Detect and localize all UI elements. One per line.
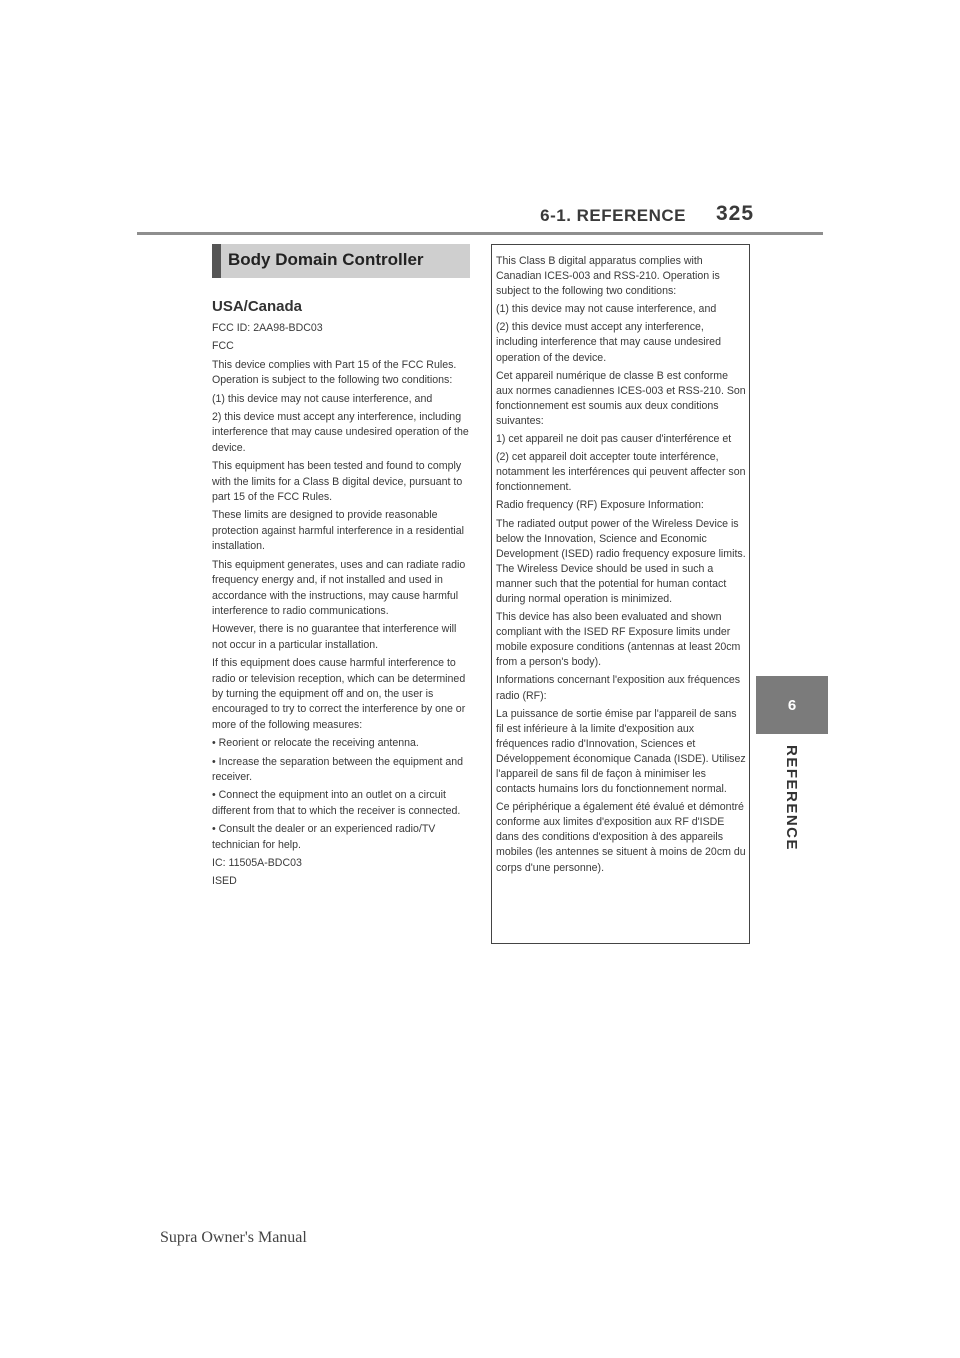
paragraph: However, there is no guarantee that interference will not occur in a particular installation. bbox=[212, 623, 457, 651]
paragraph: IC: 11505A-BDC03 bbox=[212, 857, 302, 869]
paragraph: Radio frequency (RF) Exposure Information: bbox=[496, 499, 704, 512]
chapter-label: REFERENCE bbox=[783, 745, 800, 852]
manual-footer: Supra Owner's Manual bbox=[160, 1229, 307, 1246]
header-rule bbox=[137, 232, 823, 235]
page-number: 325 bbox=[716, 202, 755, 225]
paragraph: This device complies with Part 15 of the FCC Rules. Operation is subject to the following two conditions: bbox=[212, 358, 457, 387]
paragraph: These limits are designed to provide reasonable protection against harmful interference in a residential installation. bbox=[212, 509, 465, 553]
topic-title: Body Domain Controller bbox=[228, 250, 424, 269]
chapter-number: 6 bbox=[787, 696, 797, 714]
paragraph: Ce périphérique a également été évalué et démontré conforme aux limites d'exposition aux RF d'ISDE dans des conditions d'exposition à des appareils mobiles (les antennes se situent à moins de 20cm du corps d'une personne). bbox=[496, 801, 746, 874]
paragraph: (1) this device may not cause interference, and bbox=[496, 303, 717, 316]
paragraph: This equipment generates, uses and can radiate radio frequency energy and, if not installed and used in accordance with the instructions, may cause harmful interference to radio communications. bbox=[212, 558, 466, 617]
paragraph: FCC bbox=[212, 340, 234, 353]
paragraph: This equipment has been tested and found to comply with the limits for a Class B digital device, pursuant to part 15 of the FCC Rules. bbox=[212, 460, 463, 504]
paragraph: This device has also been evaluated and shown compliant with the ISED RF Exposure limits under mobile exposure conditions (antennas at least 20cm from a person's body). bbox=[496, 611, 741, 669]
paragraph: This Class B digital apparatus complies with Canadian ICES-003 and RSS-210. Operation is subject to the following two conditions: bbox=[496, 255, 720, 298]
paragraph: FCC ID: 2AA98-BDC03 bbox=[212, 322, 323, 334]
paragraph: The radiated output power of the Wireless Device is below the Innovation, Science and Economic Development (ISED) radio frequency exposure limits. The Wireless Device should be used in such a manner such that the potential for human contact during normal operation is minimized. bbox=[496, 517, 746, 605]
paragraph: (2) this device must accept any interference, including interference that may cause undesired operation of the device. bbox=[496, 321, 721, 364]
topic-title-box bbox=[212, 244, 470, 278]
region-subheading: USA/Canada bbox=[212, 298, 303, 315]
bullet-item: • Consult the dealer or an experienced radio/TV technician for help. bbox=[212, 823, 436, 851]
bullet-item: • Increase the separation between the equipment and receiver. bbox=[212, 755, 464, 783]
paragraph: (2) cet appareil doit accepter toute interférence, notamment les interférences qui peuvent affecter son fonctionnement. bbox=[496, 451, 746, 494]
paragraph: ISED bbox=[212, 875, 237, 888]
paragraph: Cet appareil numérique de classe B est conforme aux normes canadiennes ICES-003 et RSS-210. Son fonctionnement est soumis aux deux conditions suivantes: bbox=[496, 369, 746, 427]
canada-compliance-box bbox=[491, 244, 750, 944]
left-paragraphs bbox=[212, 321, 470, 890]
paragraph: (1) this device may not cause interference, and bbox=[212, 392, 433, 405]
chapter-tab[interactable] bbox=[756, 676, 828, 734]
paragraph: If this equipment does cause harmful interference to radio or television reception, which can be determined by turning the equipment off and on, the user is encouraged to try to correct the interference by one or more of the following measures: bbox=[212, 657, 466, 731]
bullet-item: • Reorient or relocate the receiving antenna. bbox=[212, 737, 419, 750]
bullet-item: • Connect the equipment into an outlet on a circuit different from that to which the receiver is connected. bbox=[212, 789, 461, 817]
paragraph: 2) this device must accept any interference, including interference that may cause undesired operation of the device. bbox=[212, 411, 469, 454]
left-column bbox=[212, 244, 470, 890]
section-title: 6-1. REFERENCE bbox=[540, 206, 686, 225]
paragraph: La puissance de sortie émise par l'appareil de sans fil est inférieure à la limite d'exposition aux fréquences radio d'Innovation, Sciences et Développement économique Canada (ISDE). Utilisez l'appareil de sans fil de façon à minimiser les contacts humains lors du fonctionnement normal. bbox=[496, 707, 746, 796]
paragraph: 1) cet appareil ne doit pas causer d'interférence et bbox=[496, 433, 732, 446]
paragraph: Informations concernant l'exposition aux fréquences radio (RF): bbox=[496, 674, 741, 702]
